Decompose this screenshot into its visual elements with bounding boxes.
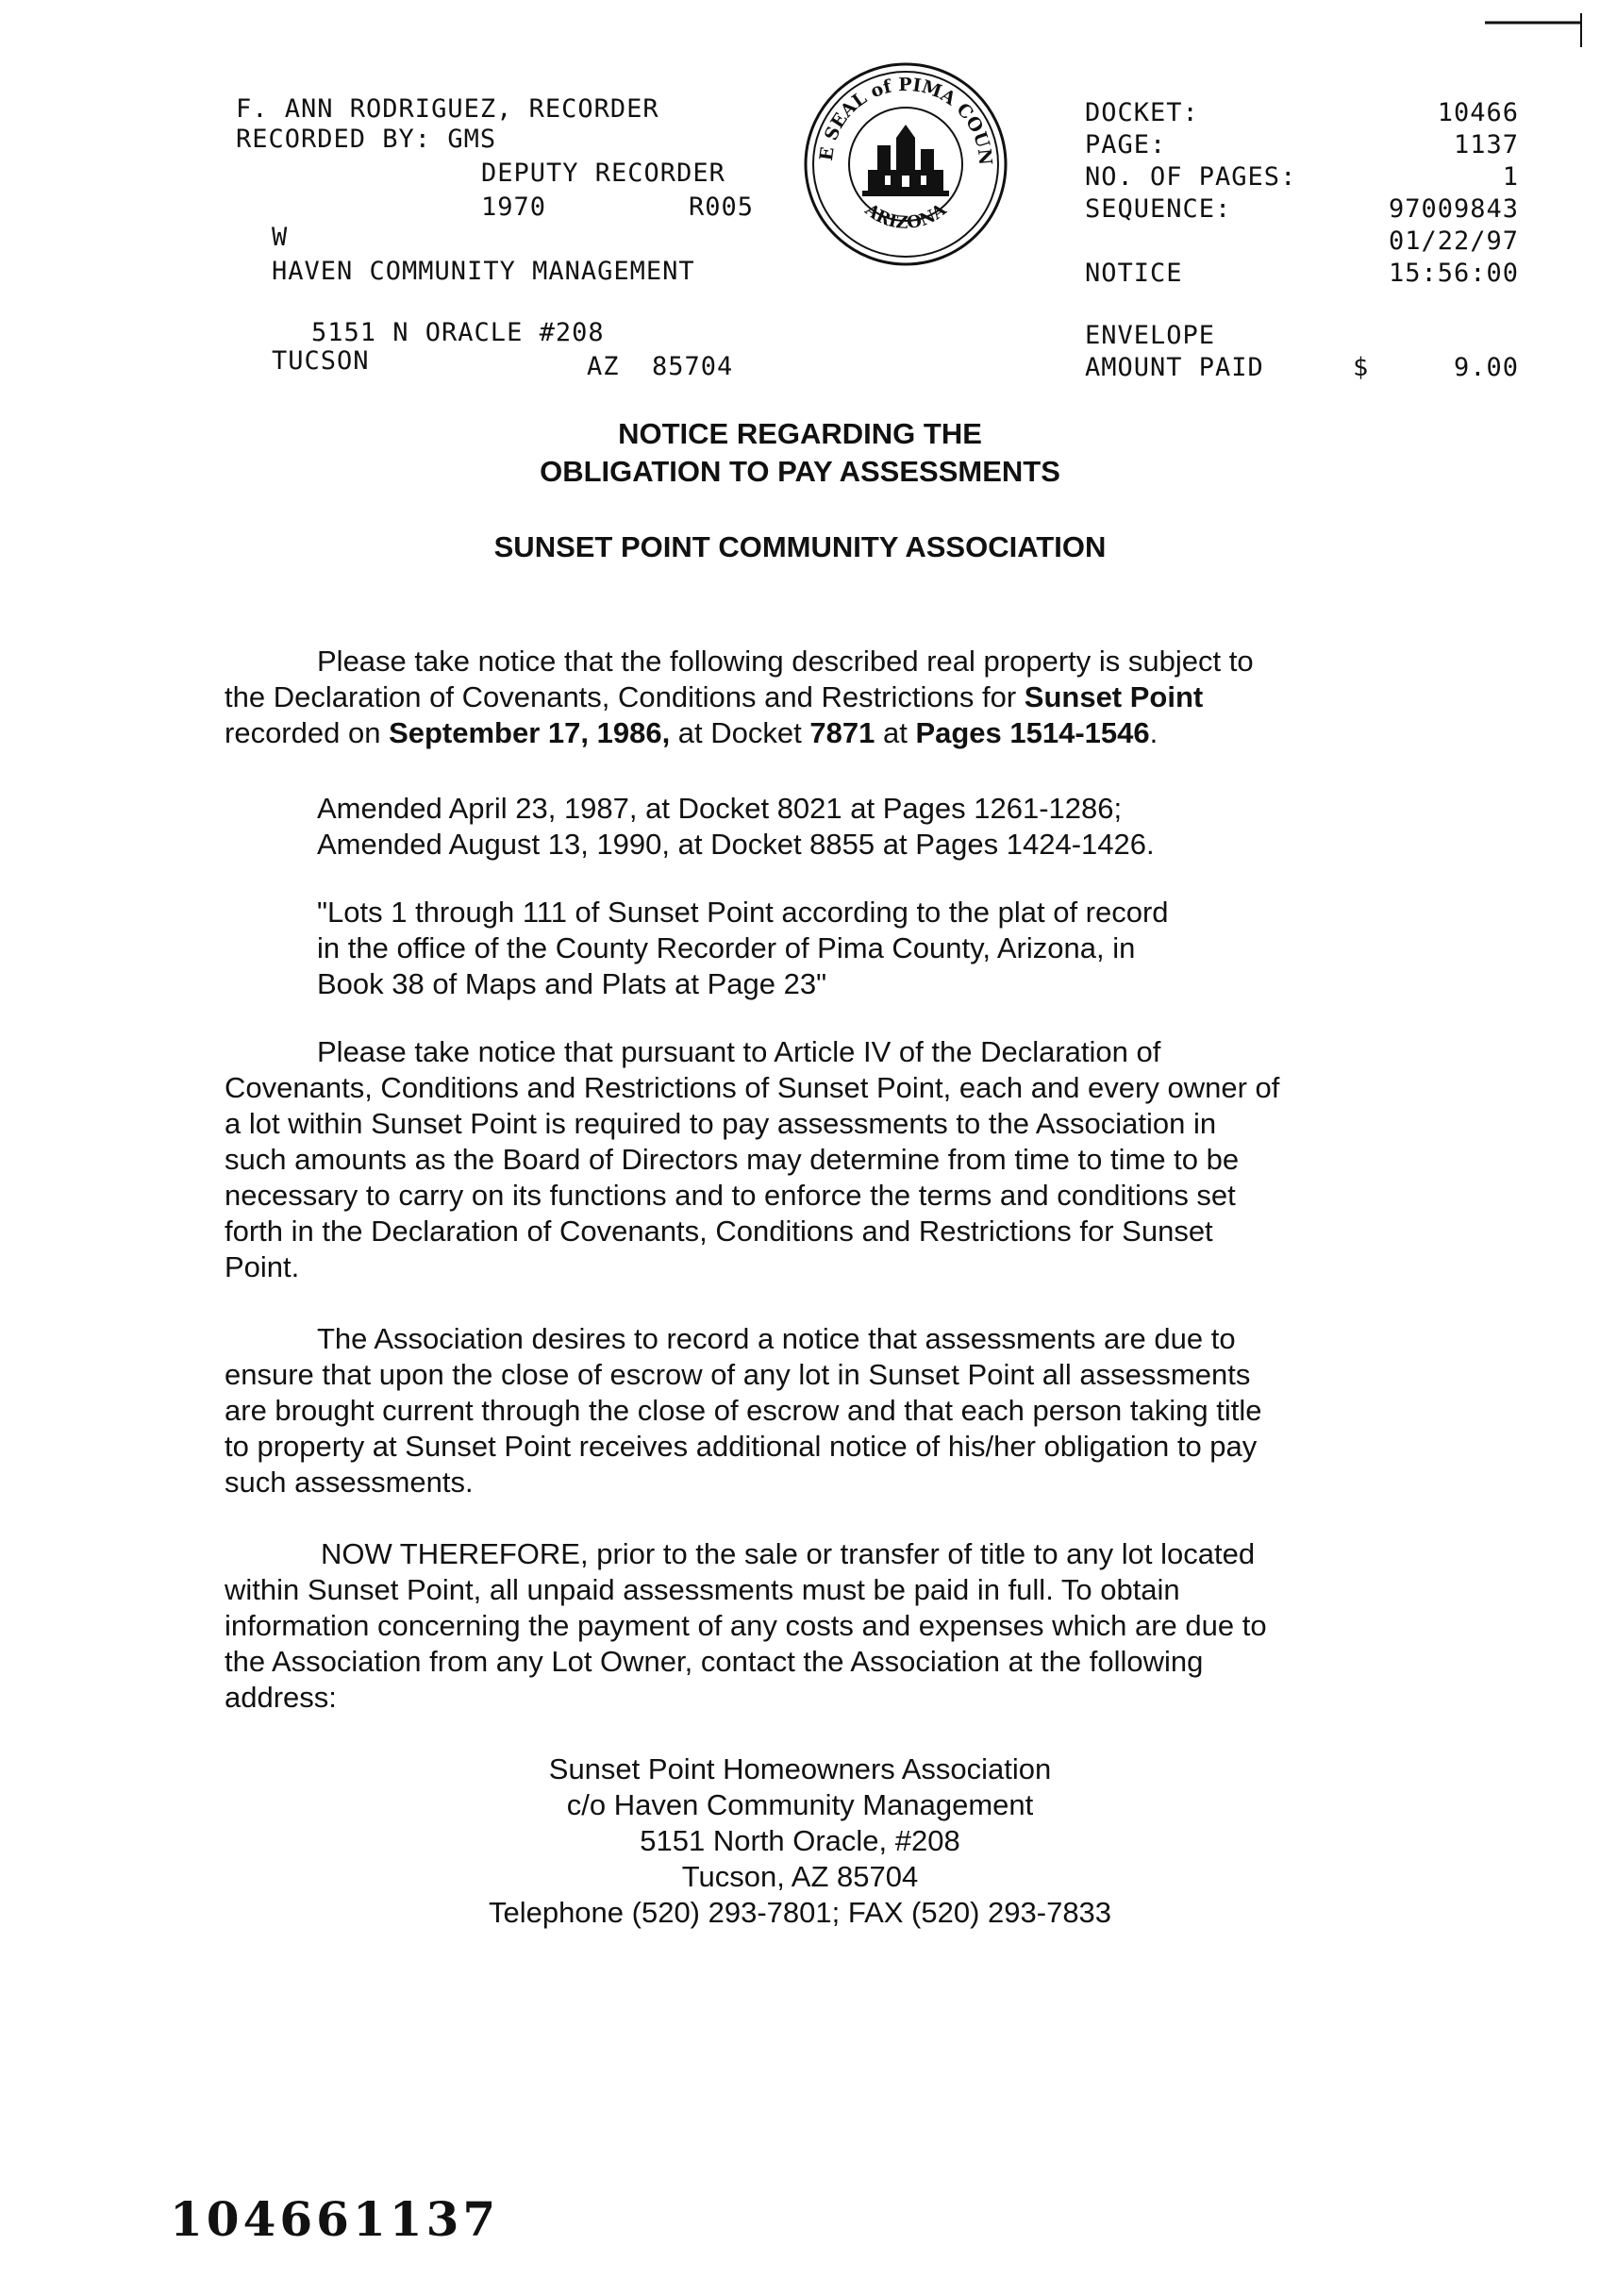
para1-line-3: recorded on September 17, 1986, at Docket 7871 at Pages 1514-1546. [225, 716, 1158, 749]
contact-care-of: c/o Haven Community Management [566, 1788, 1034, 1821]
notice-paragraph-4 [225, 1536, 1470, 1716]
para2-line: necessary to carry on its functions and to enforce the terms and conditions set [225, 1179, 1236, 1212]
title-line-2: OBLIGATION TO PAY ASSESSMENTS [540, 455, 1060, 488]
para1-bold-name: Sunset Point [1024, 680, 1204, 713]
company-city: TUCSON [272, 346, 370, 376]
para2-line: forth in the Declaration of Covenants, Conditions and Restrictions for Sunset [225, 1215, 1213, 1248]
title-line-1: NOTICE REGARDING THE [618, 417, 982, 450]
footer-stamp-page: 1137 [353, 2191, 500, 2247]
para4-line: the Association from any Lot Owner, contact the Association at the following [225, 1645, 1204, 1678]
seal-bottom-text: ARIZONA [860, 199, 951, 234]
sequence-label: SEQUENCE: [1085, 194, 1232, 224]
footer-stamp-docket: 10466 [170, 2191, 353, 2247]
docket-label: DOCKET: [1085, 98, 1199, 127]
amount-paid-label: AMOUNT PAID [1085, 353, 1264, 382]
para2-line: Covenants, Conditions and Restrictions of Sunset Point, each and every owner of [225, 1071, 1280, 1104]
recorded-by: RECORDED BY: GMS [236, 125, 497, 154]
deputy-title: DEPUTY RECORDER [481, 159, 725, 188]
para3-line: such assessments. [225, 1466, 474, 1499]
sequence-value: 97009843 [1388, 194, 1519, 224]
recording-marker: W [272, 223, 289, 252]
para1-line-2: the Declaration of Covenants, Conditions and Restrictions for Sunset Point [225, 680, 1204, 713]
county-seal-graphic [800, 59, 1011, 270]
num-pages-label: NO. OF PAGES: [1085, 162, 1297, 192]
recorder-name: F. ANN RODRIGUEZ, RECORDER [236, 94, 659, 124]
county-seal [800, 59, 1011, 270]
page-value: 1137 [1453, 130, 1519, 159]
para4-line: information concerning the payment of any costs and expenses which are due to [225, 1609, 1267, 1642]
notice-paragraph-2 [225, 1034, 1470, 1285]
seal-emblem [862, 125, 949, 196]
contact-address [0, 1751, 1600, 1931]
docket-value: 10466 [1437, 98, 1519, 127]
amount-paid-value: 9.00 [1453, 353, 1519, 382]
contact-name: Sunset Point Homeowners Association [548, 1752, 1052, 1785]
record-date: 01/22/97 [1388, 226, 1519, 256]
para3-line: The Association desires to record a notice that assessments are due to [317, 1322, 1236, 1355]
amendment-2: Amended August 13, 1990, at Docket 8855 at Pages 1424-1426. [317, 828, 1155, 861]
contact-city: Tucson, AZ 85704 [681, 1860, 919, 1893]
legal-line-3: Book 38 of Maps and Plats at Page 23" [317, 967, 827, 1000]
currency-symbol: $ [1353, 353, 1370, 382]
para4-line: address: [225, 1681, 337, 1714]
para1-line-1: Please take notice that the following described real property is subject to [317, 645, 1254, 678]
para3-line: are brought current through the close of escrow and that each person taking title [225, 1394, 1262, 1427]
legal-line-1: "Lots 1 through 111 of Sunset Point according to the plat of record [317, 896, 1169, 929]
deputy-code-a: 1970 [481, 193, 547, 222]
page-label: PAGE: [1085, 130, 1167, 159]
para4-line: NOW THEREFORE, prior to the sale or transfer of title to any lot located [321, 1537, 1256, 1570]
notice-paragraph-3 [225, 1321, 1470, 1500]
envelope-label: ENVELOPE [1085, 321, 1216, 350]
para2-line: Point. [225, 1250, 300, 1283]
company-name: HAVEN COMMUNITY MANAGEMENT [272, 257, 695, 286]
para3-line: to property at Sunset Point receives additional notice of his/her obligation to pay [225, 1430, 1258, 1463]
scan-edge-mark [1475, 11, 1589, 49]
seal-top-text: E SEAL of PIMA COUN [815, 74, 996, 166]
para2-line: Please take notice that pursuant to Article IV of the Declaration of [317, 1035, 1161, 1068]
notice-paragraph-1 [225, 644, 1451, 751]
legal-line-2: in the office of the County Recorder of Pima County, Arizona, in [317, 931, 1136, 964]
para2-line: such amounts as the Board of Directors may determine from time to time to be [225, 1143, 1240, 1176]
contact-phone: Telephone (520) 293-7801; FAX (520) 293-7833 [488, 1896, 1112, 1929]
deputy-code-b: R005 [689, 193, 755, 222]
num-pages-value: 1 [1502, 162, 1519, 192]
para2-line: a lot within Sunset Point is required to pay assessments to the Association in [225, 1107, 1217, 1140]
amendment-1: Amended April 23, 1987, at Docket 8021 at Pages 1261-1286; [317, 792, 1123, 825]
company-street: 5151 N ORACLE #208 [311, 318, 605, 347]
para4-line: within Sunset Point, all unpaid assessments must be paid in full. To obtain [225, 1573, 1180, 1606]
contact-street: 5151 North Oracle, #208 [640, 1824, 960, 1857]
record-time: 15:56:00 [1388, 259, 1519, 288]
amendments [317, 791, 1449, 863]
association-heading: SUNSET POINT COMMUNITY ASSOCIATION [493, 530, 1107, 563]
document-type: NOTICE [1085, 259, 1183, 288]
company-state-zip: AZ 85704 [587, 352, 734, 381]
legal-description [317, 895, 1449, 1002]
para3-line: ensure that upon the close of escrow of any lot in Sunset Point all assessments [225, 1358, 1251, 1391]
